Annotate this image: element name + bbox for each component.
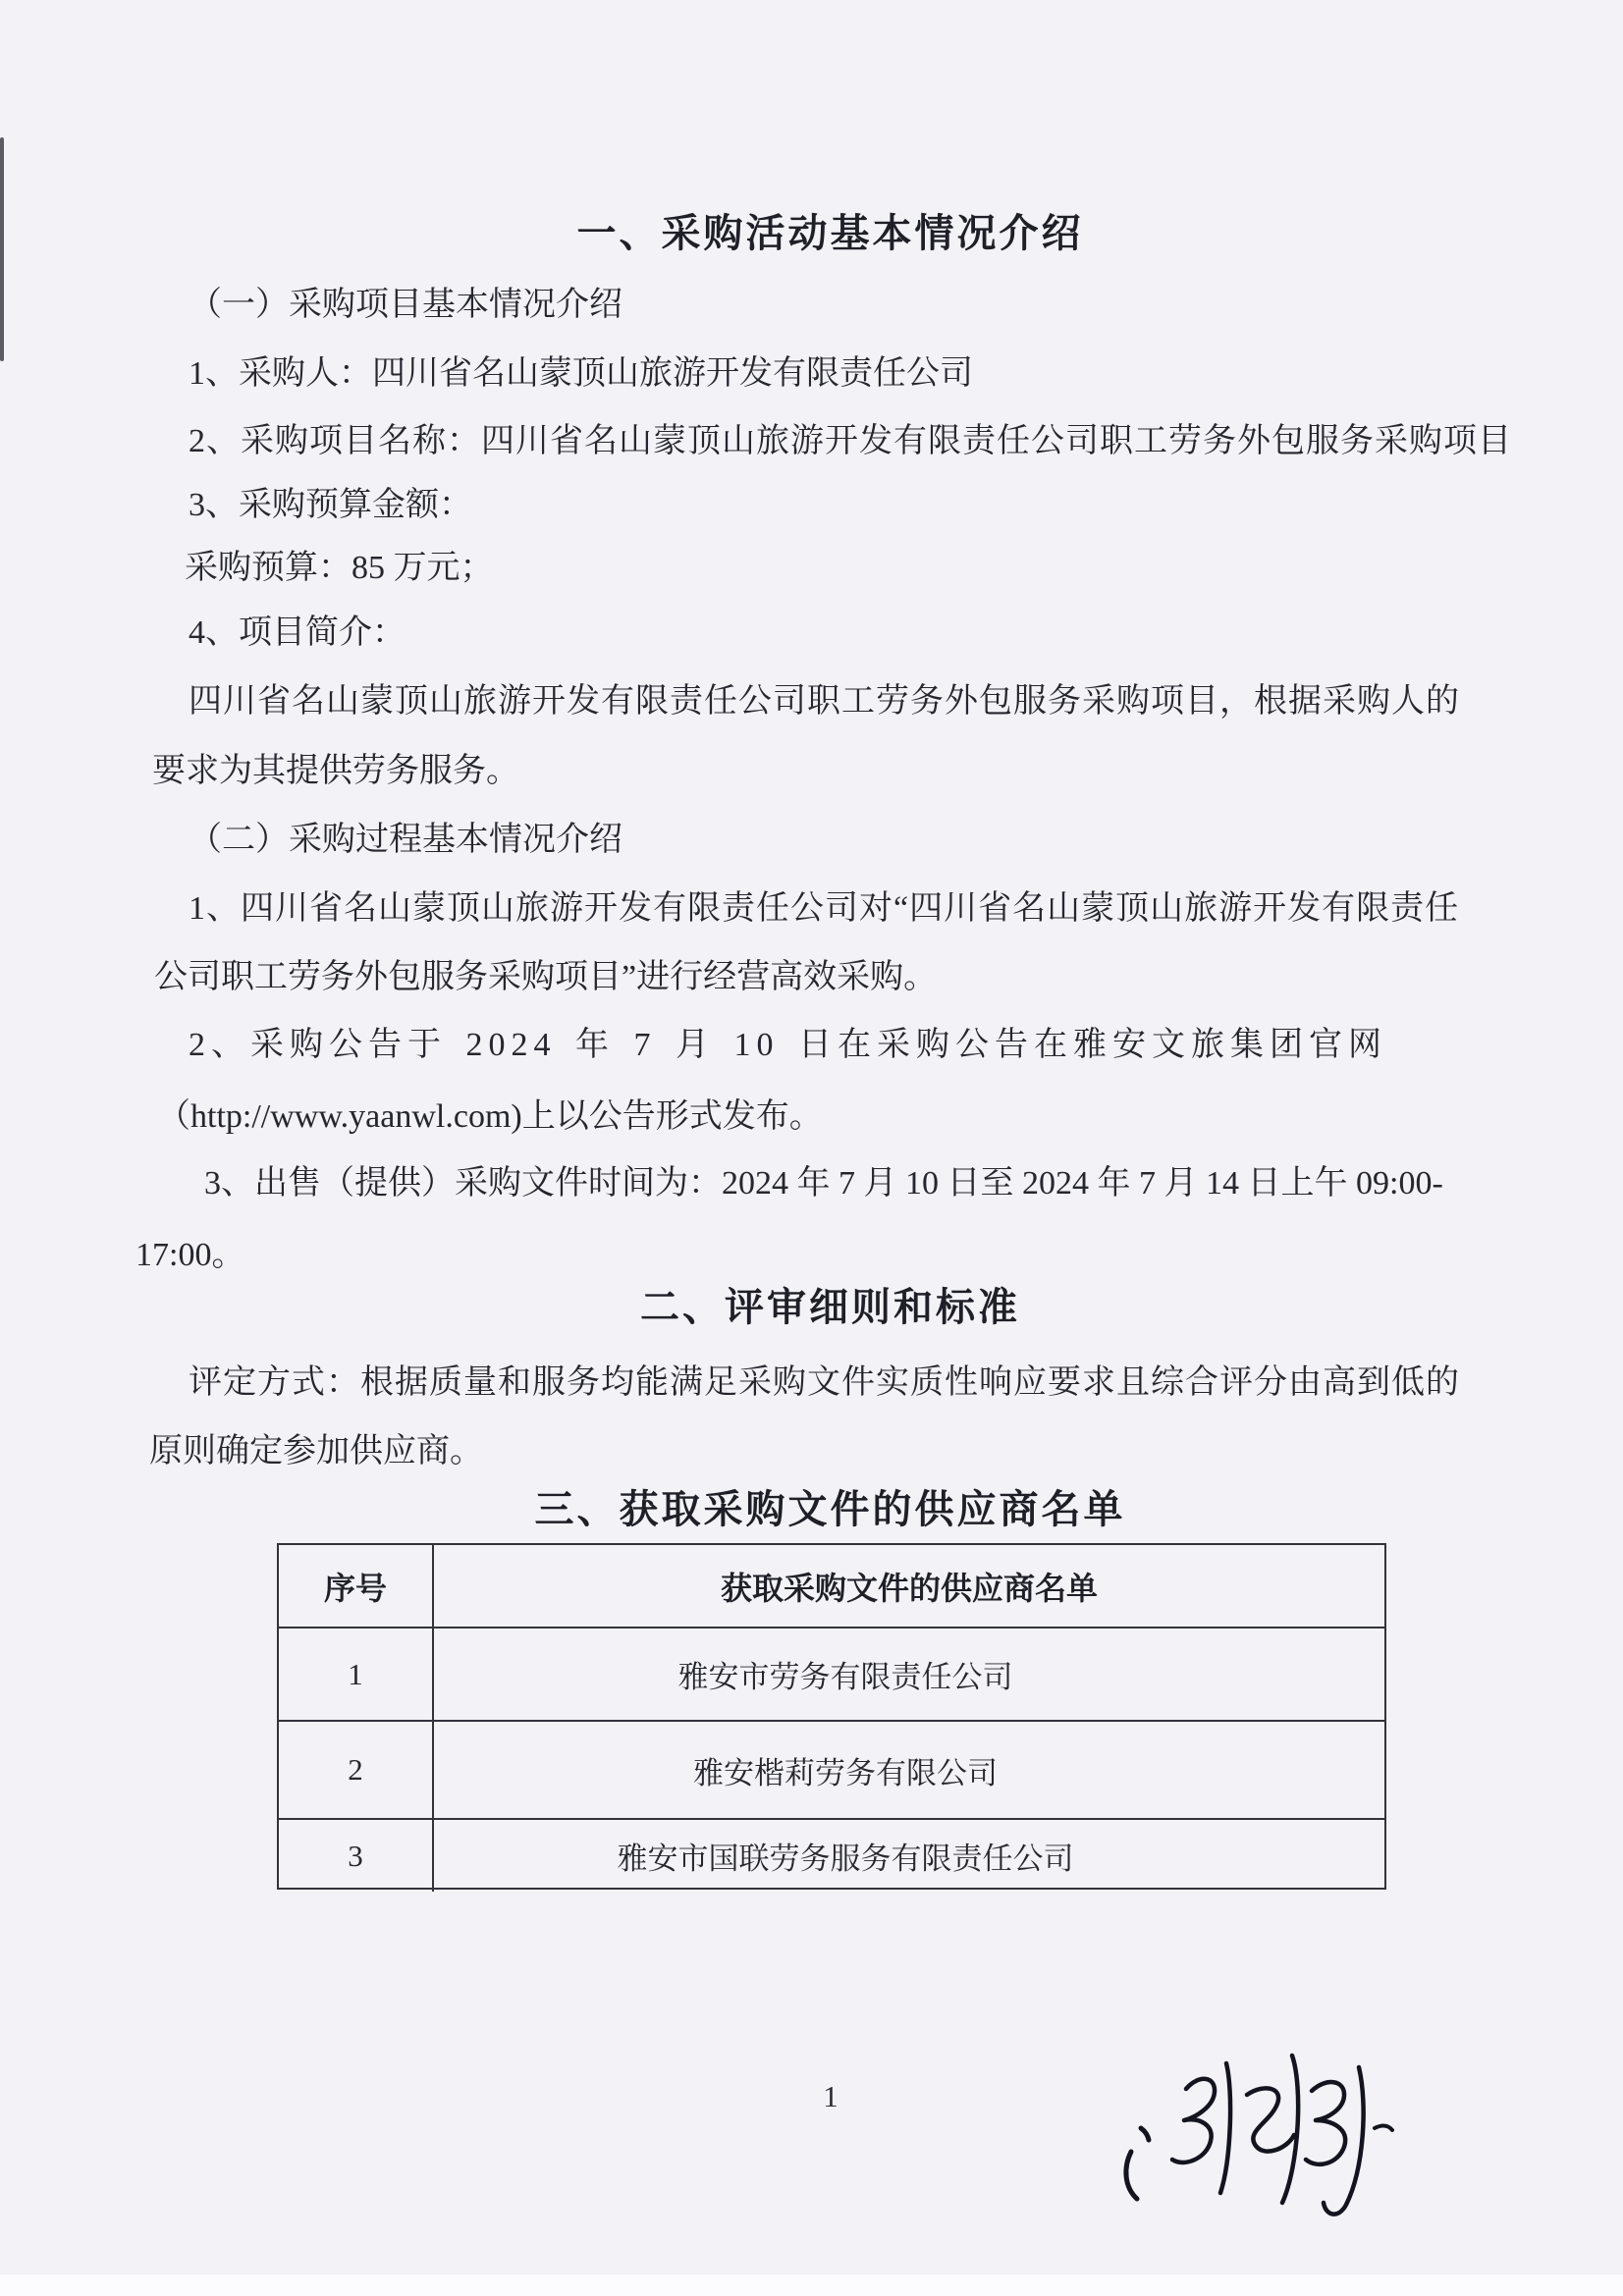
item-project-name: 2、采购项目名称：四川省名山蒙顶山旅游开发有限责任公司职工劳务外包服务采购项目 <box>189 423 1512 459</box>
process-item-3-line-1: 3、出售（提供）采购文件时间为：2024 年 7 月 10 日至 2024 年 7 月 14 日上午 09:00- <box>204 1165 1443 1201</box>
table-row-1-serial: 1 <box>279 1627 432 1720</box>
process-item-2-line-2-url: （http://www.yaanwl.com)上以公告形式发布。 <box>157 1098 823 1135</box>
process-item-1-line-1: 1、四川省名山蒙顶山旅游开发有限责任公司对“四川省名山蒙顶山旅游开发有限责任 <box>189 890 1460 927</box>
table-header-supplier-list: 获取采购文件的供应商名单 <box>432 1545 1384 1627</box>
suppliers-table <box>277 1543 1386 1890</box>
project-brief-line-2: 要求为其提供劳务服务。 <box>152 753 519 789</box>
table-row-2-supplier: 雅安楷莉劳务有限公司 <box>432 1720 1384 1818</box>
heading-section-2: 二、评审细则和标准 <box>640 1285 1020 1329</box>
evaluation-line-2: 原则确定参加供应商。 <box>149 1433 483 1469</box>
subheading-1-1: （一）采购项目基本情况介绍 <box>189 287 622 323</box>
item-project-brief-label: 4、项目简介： <box>189 614 406 651</box>
table-row-2-serial: 2 <box>279 1720 432 1818</box>
scan-edge-artifact <box>0 137 4 361</box>
table-header-serial: 序号 <box>323 1570 387 1606</box>
process-item-1-line-2: 公司职工劳务外包服务采购项目”进行经营高效采购。 <box>154 959 938 995</box>
scan-bottom-edge <box>0 2274 1623 2296</box>
budget-value-line: 采购预算：85 万元； <box>185 550 494 586</box>
page-number: 1 <box>823 2079 839 2113</box>
evaluation-line-1: 评定方式：根据质量和服务均能满足采购文件实质性响应要求且综合评分由高到低的 <box>189 1364 1460 1401</box>
table-row-3-supplier: 雅安市国联劳务服务有限责任公司 <box>432 1818 1384 1892</box>
heading-section-3: 三、获取采购文件的供应商名单 <box>534 1487 1126 1531</box>
table-row-1-supplier: 雅安市劳务有限责任公司 <box>432 1627 1384 1720</box>
subheading-1-2: （二）采购过程基本情况介绍 <box>189 822 622 858</box>
table-row-3-serial: 3 <box>279 1818 432 1892</box>
handwritten-signature <box>1108 2034 1412 2245</box>
process-item-2-line-1: 2、采购公告于 2024 年 7 月 10 日在采购公告在雅安文旅集团官网 <box>189 1027 1387 1063</box>
process-item-3-line-2: 17:00。 <box>135 1237 245 1273</box>
item-budget-label: 3、采购预算金额： <box>189 487 472 523</box>
item-purchaser: 1、采购人：四川省名山蒙顶山旅游开发有限责任公司 <box>189 355 973 392</box>
project-brief-line-1: 四川省名山蒙顶山旅游开发有限责任公司职工劳务外包服务采购项目，根据采购人的 <box>189 683 1460 720</box>
heading-section-1: 一、采购活动基本情况介绍 <box>576 211 1084 255</box>
